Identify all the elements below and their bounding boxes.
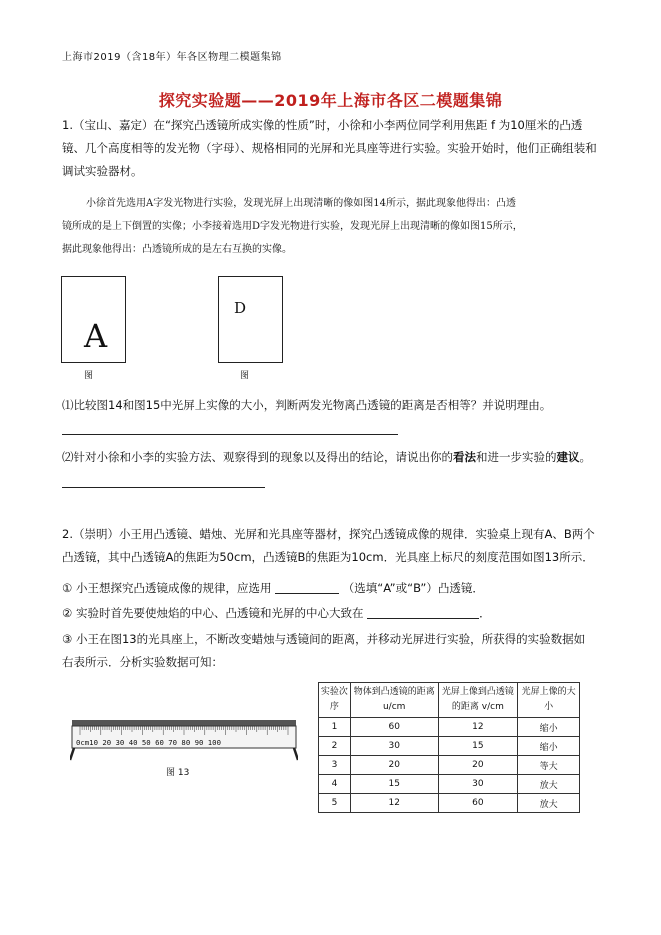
table-cell: 20	[350, 756, 438, 775]
table-header-row	[319, 683, 580, 718]
q2-item3	[62, 628, 610, 674]
q2-item1	[62, 577, 610, 600]
q2-item2-text: ② 实验时首先要使烛焰的中心、凸透镜和光屏的中心大致在	[62, 606, 364, 620]
table-cell: 20	[438, 756, 518, 775]
page-header: 上海市2019（含18年）年各区物理二模题集锦	[62, 52, 282, 63]
q1-sub2-bold: 看法	[453, 450, 476, 464]
table-cell: 60	[438, 794, 518, 813]
q2-intro-line: 2.（崇明）小王用凸透镜、蜡烛、光屏和光具座等器材，探究凸透镜成像的规律．实验桌上现有A、B两个	[62, 527, 595, 541]
table-cell: 30	[438, 775, 518, 794]
answer-line	[62, 434, 398, 435]
q1-quote-line: 镜所成的是上下倒置的实像；小李接着选用D字发光物进行实验，发现光屏上出现清晰的像如图15所示，	[62, 221, 523, 232]
table-cell: 缩小	[518, 737, 580, 756]
q1-sub1: ⑴比较图14和图15中光屏上实像的大小，判断两发光物离凸透镜的距离是否相等？并说明理由。	[62, 398, 552, 412]
q1-quote-line: 据此现象他得出：凸透镜所成的是左右互换的实像。	[62, 244, 292, 255]
table-row	[319, 737, 580, 756]
table-cell: 等大	[518, 756, 580, 775]
table-row	[319, 718, 580, 737]
table-cell: 12	[350, 794, 438, 813]
q2-intro	[62, 523, 610, 569]
table-header-cell: 光屏上像到凸透镜的距离 v/cm	[438, 683, 518, 718]
answer-line	[62, 487, 265, 488]
figure-15-screen	[218, 276, 283, 363]
table-row	[319, 794, 580, 813]
q1-sub2-text: ⑵针对小徐和小李的实验方法、观察得到的现象以及得出的结论，请说出你的	[62, 450, 453, 464]
q2-intro-line: 凸透镜，其中凸透镜A的焦距为50cm，凸透镜B的焦距为10cm．光具座上标尺的刻度范围如图13所示．	[62, 550, 594, 564]
q1-intro-line: 1.（宝山、嘉定）在“探究凸透镜所成实像的性质”时，小徐和小李两位同学利用焦距 f 为10厘米的凸透	[62, 118, 583, 132]
q1-intro-line: 调试实验器材。	[62, 164, 143, 178]
answer-blank[interactable]	[275, 581, 339, 594]
q1-quote-line: 小徐首先选用A字发光物进行实验，发现光屏上出现清晰的像如图14所示，据此现象他得出：凸透	[86, 198, 516, 209]
q2-item3-line: ③ 小王在图13的光具座上，不断改变蜡烛与透镜间的距离，并移动光屏进行实验，所获得的实验数据如	[62, 632, 586, 646]
table-row	[319, 756, 580, 775]
table-cell: 缩小	[518, 718, 580, 737]
optical-bench-ruler	[70, 716, 298, 762]
table-cell: 2	[319, 737, 351, 756]
page-title: 探究实验题——2019年上海市各区二模题集锦	[158, 91, 503, 110]
fig14-letter: A	[84, 317, 108, 355]
data-table	[318, 682, 580, 813]
table-cell: 5	[319, 794, 351, 813]
q2-item1-text: （选填“A”或“B”）凸透镜．	[342, 581, 484, 595]
table-cell: 1	[319, 718, 351, 737]
fig14-caption: 图	[84, 371, 94, 381]
table-cell: 60	[350, 718, 438, 737]
fig15-caption: 图	[240, 371, 250, 381]
q1-quote	[62, 192, 610, 261]
q2-item1-text: ① 小王想探究凸透镜成像的规律，应选用	[62, 581, 272, 595]
table-cell: 3	[319, 756, 351, 775]
answer-blank[interactable]	[367, 606, 479, 619]
q1-sub2-text: 。	[579, 450, 591, 464]
fig15-letter: D	[234, 299, 247, 317]
table-row	[319, 775, 580, 794]
table-cell: 放大	[518, 794, 580, 813]
table-cell: 4	[319, 775, 351, 794]
table-cell: 30	[350, 737, 438, 756]
table-header-cell: 物体到凸透镜的距离 u/cm	[350, 683, 438, 718]
table-header-cell: 实验次序	[319, 683, 351, 718]
table-header-cell: 光屏上像的大小	[518, 683, 580, 718]
q1-intro-line: 镜、几个高度相等的发光物（字母）、规格相同的光屏和光具座等进行实验。实验开始时，他们正确组装和	[62, 141, 597, 155]
fig13-caption: 图 13	[166, 768, 190, 778]
table-cell: 放大	[518, 775, 580, 794]
figure-14-screen	[61, 276, 126, 363]
ruler-scale-labels: 0cm10 20 30 40 50 60 70 80 90 100	[76, 738, 221, 747]
q1-sub2-bold: 建议	[556, 450, 580, 464]
q2-item2-text: ．	[479, 606, 491, 620]
q1-intro	[62, 114, 610, 183]
table-cell: 12	[438, 718, 518, 737]
table-cell: 15	[350, 775, 438, 794]
q1-sub2	[62, 446, 610, 469]
q2-item3-line: 右表所示．分析实验数据可知：	[62, 655, 223, 669]
q1-sub2-text: 和进一步实验的	[476, 450, 557, 464]
q2-item2	[62, 602, 610, 625]
table-cell: 15	[438, 737, 518, 756]
